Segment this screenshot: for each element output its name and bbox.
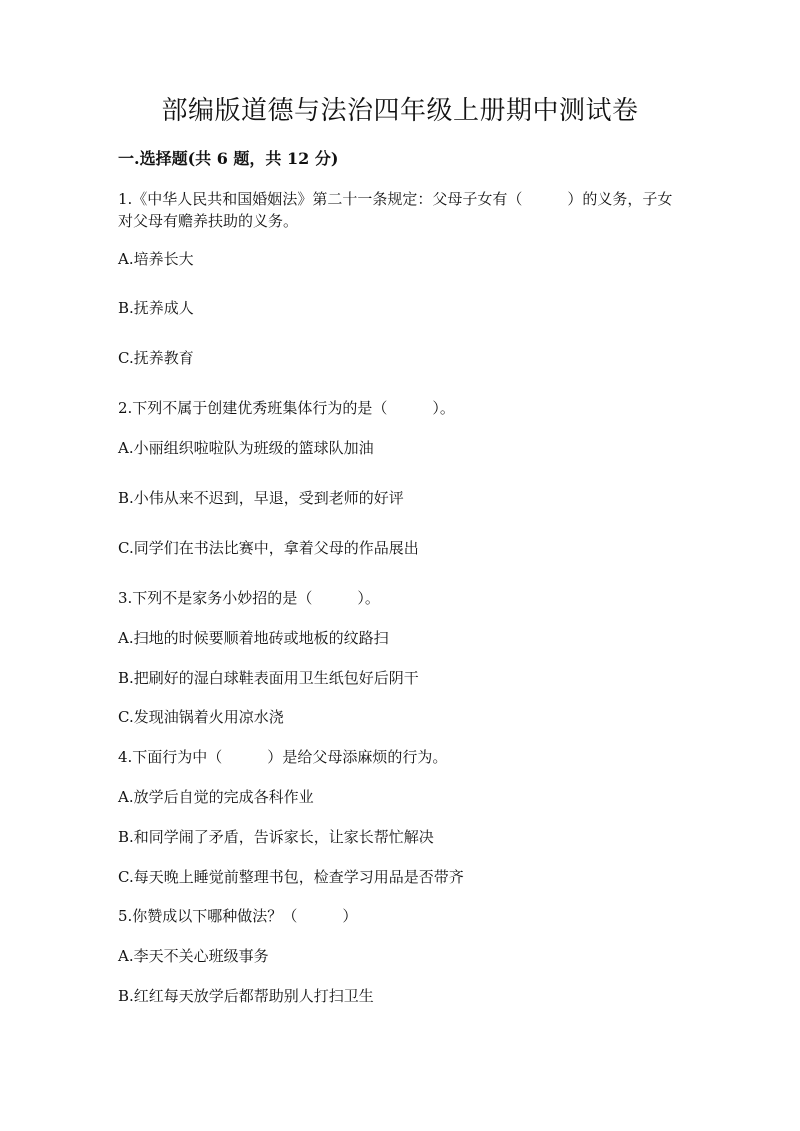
- page-title: 部编版道德与法治四年级上册期中测试卷: [161, 96, 639, 126]
- question-1-option-c: C.抚养教育: [118, 349, 194, 367]
- question-2-option-b: B.小伟从来不迟到，早退，受到老师的好评: [118, 489, 404, 507]
- question-4-option-b: B.和同学闹了矛盾，告诉家长，让家长帮忙解决: [118, 828, 434, 846]
- question-1-option-a: A.培养长大: [118, 250, 194, 268]
- question-3-option-c: C.发现油锅着火用凉水浇: [118, 708, 284, 726]
- question-2-option-c: C.同学们在书法比赛中，拿着父母的作品展出: [118, 539, 419, 557]
- question-5-option-b: B.红红每天放学后都帮助别人打扫卫生: [118, 987, 374, 1005]
- question-3-option-b: B.把刷好的湿白球鞋表面用卫生纸包好后阴干: [118, 669, 419, 687]
- question-4-stem: 4.下面行为中（ ）是给父母添麻烦的行为。: [118, 748, 448, 766]
- question-1-stem: 1.《中华人民共和国婚姻法》第二十一条规定：父母子女有（ ）的义务，子女对父母有赡养扶助的义务。: [118, 190, 673, 230]
- question-2-stem: 2.下列不属于创建优秀班集体行为的是（ ）。: [118, 399, 455, 417]
- question-3-option-a: A.扫地的时候要顺着地砖或地板的纹路扫: [118, 629, 389, 647]
- question-5-stem: 5.你赞成以下哪种做法？（ ）: [118, 907, 358, 925]
- question-1-option-b: B.抚养成人: [118, 299, 194, 317]
- section-heading: 一.选择题(共 6 题，共 12 分): [118, 149, 339, 168]
- question-5-option-a: A.李天不关心班级事务: [118, 947, 269, 965]
- question-4-option-a: A.放学后自觉的完成各科作业: [118, 788, 314, 806]
- question-4-option-c: C.每天晚上睡觉前整理书包，检查学习用品是否带齐: [118, 868, 464, 886]
- question-3-stem: 3.下列不是家务小妙招的是（ ）。: [118, 589, 380, 607]
- question-2-option-a: A.小丽组织啦啦队为班级的篮球队加油: [118, 439, 374, 457]
